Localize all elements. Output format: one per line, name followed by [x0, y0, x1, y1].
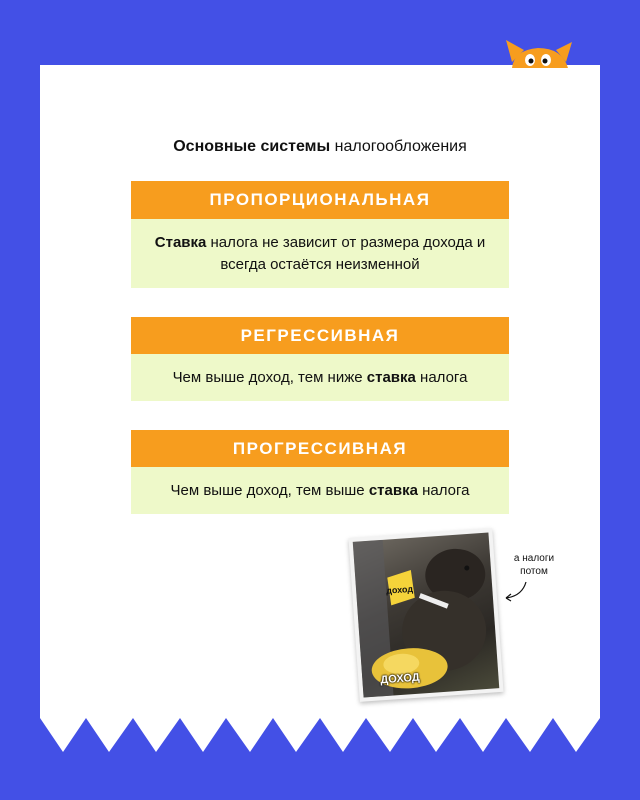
desc-text-a: Чем выше доход, тем выше [170, 481, 369, 499]
desc-bold: ставка [366, 368, 416, 386]
desc-bold: ставка [368, 481, 418, 499]
system-header: РЕГРЕССИВНАЯ [131, 317, 509, 354]
title-bold: Основные системы [173, 138, 331, 155]
page-title [0, 138, 640, 156]
desc-text-b: налога [415, 368, 468, 386]
system-description [131, 467, 509, 514]
zigzag-edge [40, 718, 600, 758]
arrow-icon [500, 580, 530, 602]
fox-mascot-icon [502, 36, 578, 68]
desc-text-b: налога [417, 481, 470, 499]
system-regressive [131, 317, 509, 401]
desc-text-a: Чем выше доход, тем ниже [172, 368, 367, 386]
desc-text: налога не зависит от размера дохода и всегда остаётся неизменной [206, 233, 486, 273]
system-description [131, 219, 509, 288]
meme-note: а налоги потом [513, 553, 555, 577]
caption-bottom: ДОХОД [380, 671, 421, 687]
system-header: ПРОГРЕССИВНАЯ [131, 430, 509, 467]
system-header: ПРОПОРЦИОНАЛЬНАЯ [131, 181, 509, 219]
desc-bold: Ставка [154, 233, 207, 251]
system-proportional [131, 181, 509, 288]
system-description [131, 354, 509, 401]
meme-photo [348, 528, 503, 702]
caption-top: доход [385, 583, 414, 596]
content-card [40, 65, 600, 755]
title-rest: налогообложения [330, 138, 467, 155]
groundhog-image [353, 532, 500, 697]
system-progressive [131, 430, 509, 514]
